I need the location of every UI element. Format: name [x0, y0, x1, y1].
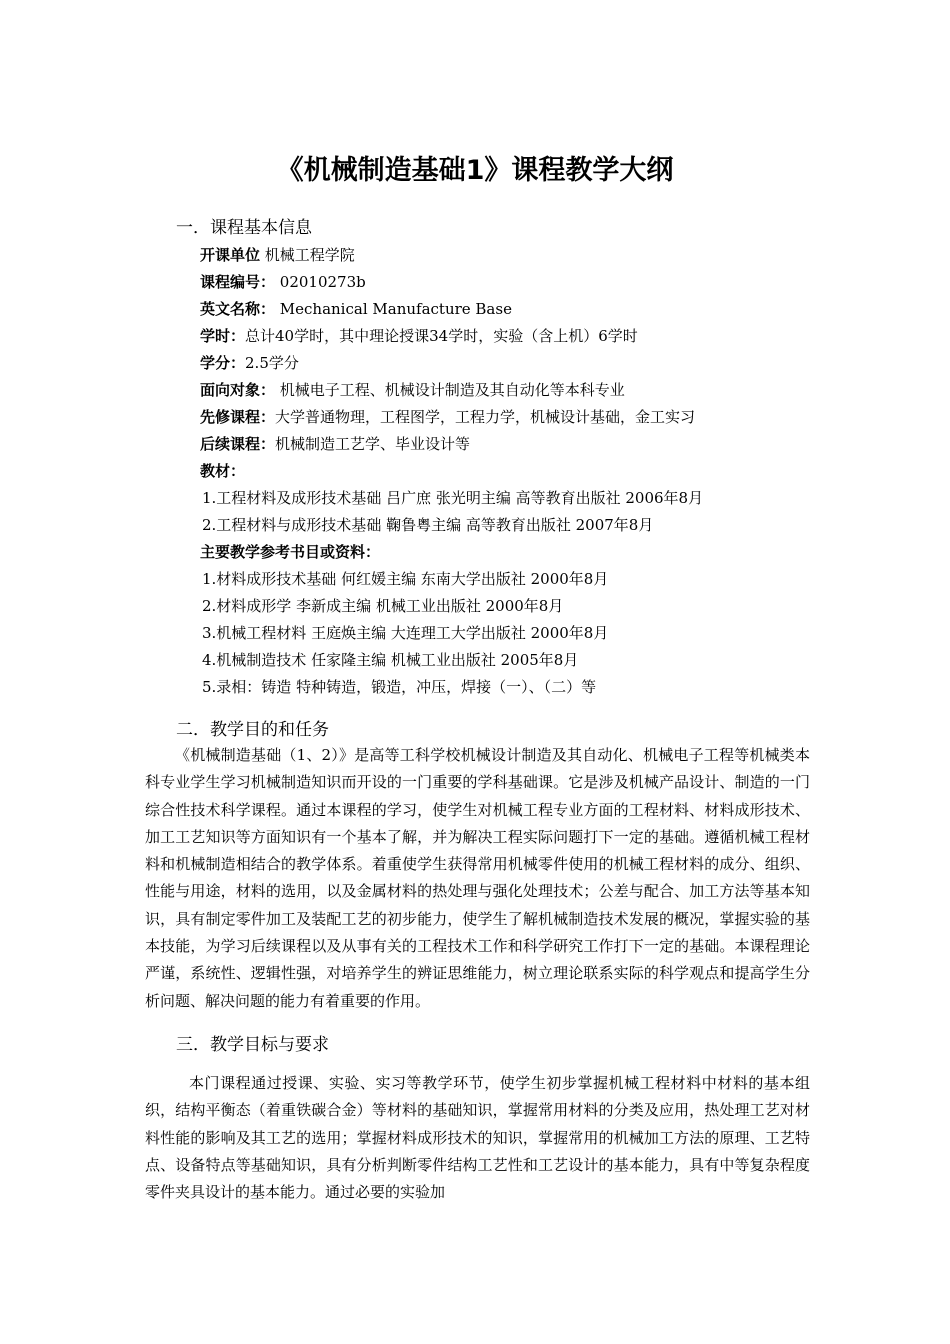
info-label: 学分：	[200, 354, 246, 372]
info-value: 机械电子工程、机械设计制造及其自动化等本科专业	[275, 381, 625, 399]
info-value: 总计40学时，其中理论授课34学时，实验（含上机）6学时	[245, 327, 638, 345]
reference-item: 5.录相：铸造 特种铸造，锻造，冲压，焊接（一）、（二）等	[202, 678, 597, 696]
section2-heading: 二．教学目的和任务	[176, 720, 329, 740]
info-value: Mechanical Manufacture Base	[275, 300, 512, 318]
info-row-textbooks	[200, 460, 245, 481]
references-label: 主要教学参考书目或资料：	[200, 543, 381, 561]
info-value: 02010273b	[275, 273, 366, 291]
info-row-credits	[200, 352, 299, 373]
document-title: 《机械制造基础1》课程教学大纲	[276, 155, 674, 186]
section1-heading: 一．课程基本信息	[176, 218, 312, 238]
section2-paragraph: 《机械制造基础（1、2）》是高等工科学校机械设计制造及其自动化、机械电子工程等机械类本科专业学生学习机械制造知识而开设的一门重要的学科基础课。它是涉及机械产品设计、制造的一门综合性技术科学课程。通过本课程的学习，使学生对机械工程专业方面的工程材料、材料成形技术、加工工艺知识等方面知识有一个基本了解，并为解决工程实际问题打下一定的基础。遵循机械工程材料和机械制造相结合的教学体系。着重使学生获得常用机械零件使用的机械工程材料的成分、组织、性能与用途，材料的选用，以及金属材料的热处理与强化处理技术；公差与配合、加工方法等基本知识，具有制定零件加工及装配工艺的初步能力，使学生了解机械制造技术发展的概况，掌握实验的基本技能，为学习后续课程以及从事有关的工程技术工作和科学研究工作打下一定的基础。本课程理论严谨，系统性、逻辑性强，对培养学生的辨证思维能力，树立理论联系实际的科学观点和提高学生分析问题、解决问题的能力有着重要的作用。	[145, 746, 810, 1010]
reference-item: 2.材料成形学 李新成主编 机械工业出版社 2000年8月	[202, 597, 564, 615]
reference-item: 4.机械制造技术 任家隆主编 机械工业出版社 2005年8月	[202, 651, 579, 669]
info-label: 开课单位	[200, 246, 261, 264]
textbook-item: 1.工程材料及成形技术基础 吕广庶 张光明主编 高等教育出版社 2006年8月	[202, 489, 704, 507]
info-value: 机械工程学院	[260, 246, 355, 264]
info-row-course-code	[200, 271, 366, 292]
info-value: 大学普通物理，工程图学，工程力学，机械设计基础，金工实习	[275, 408, 696, 426]
info-label: 课程编号：	[200, 273, 276, 291]
info-label: 教材：	[200, 462, 246, 480]
references-label-row	[200, 541, 380, 562]
info-row-hours	[200, 325, 638, 346]
section3-paragraph: 本门课程通过授课、实验、实习等教学环节，使学生初步掌握机械工程材料中材料的基本组织，结构平衡态（着重铁碳合金）等材料的基础知识，掌握常用材料的分类及应用，热处理工艺对材料性能的影响及其工艺的选用；掌握材料成形技术的知识，掌握常用的机械加工方法的原理、工艺特点、设备特点等基础知识，具有分析判断零件结构工艺性和工艺设计的基本能力，具有中等复杂程度零件夹具设计的基本能力。通过必要的实验加	[145, 1074, 810, 1202]
info-label: 英文名称：	[200, 300, 276, 318]
info-label: 面向对象：	[200, 381, 276, 399]
info-row-follow-up-courses	[200, 433, 470, 454]
info-row-prerequisites	[200, 406, 695, 427]
info-row-target-students	[200, 379, 625, 400]
reference-item: 3.机械工程材料 王庭焕主编 大连理工大学出版社 2000年8月	[202, 624, 609, 642]
textbook-item: 2.工程材料与成形技术基础 鞠鲁粤主编 高等教育出版社 2007年8月	[202, 516, 654, 534]
reference-item: 1.材料成形技术基础 何红媛主编 东南大学出版社 2000年8月	[202, 570, 609, 588]
info-row-english-name	[200, 298, 512, 319]
info-row-department	[200, 244, 355, 265]
info-label: 学时：	[200, 327, 246, 345]
info-label: 先修课程：	[200, 408, 276, 426]
info-label: 后续课程：	[200, 435, 276, 453]
section3-heading: 三．教学目标与要求	[176, 1035, 329, 1055]
info-value: 2.5学分	[245, 354, 299, 372]
info-value: 机械制造工艺学、毕业设计等	[275, 435, 471, 453]
